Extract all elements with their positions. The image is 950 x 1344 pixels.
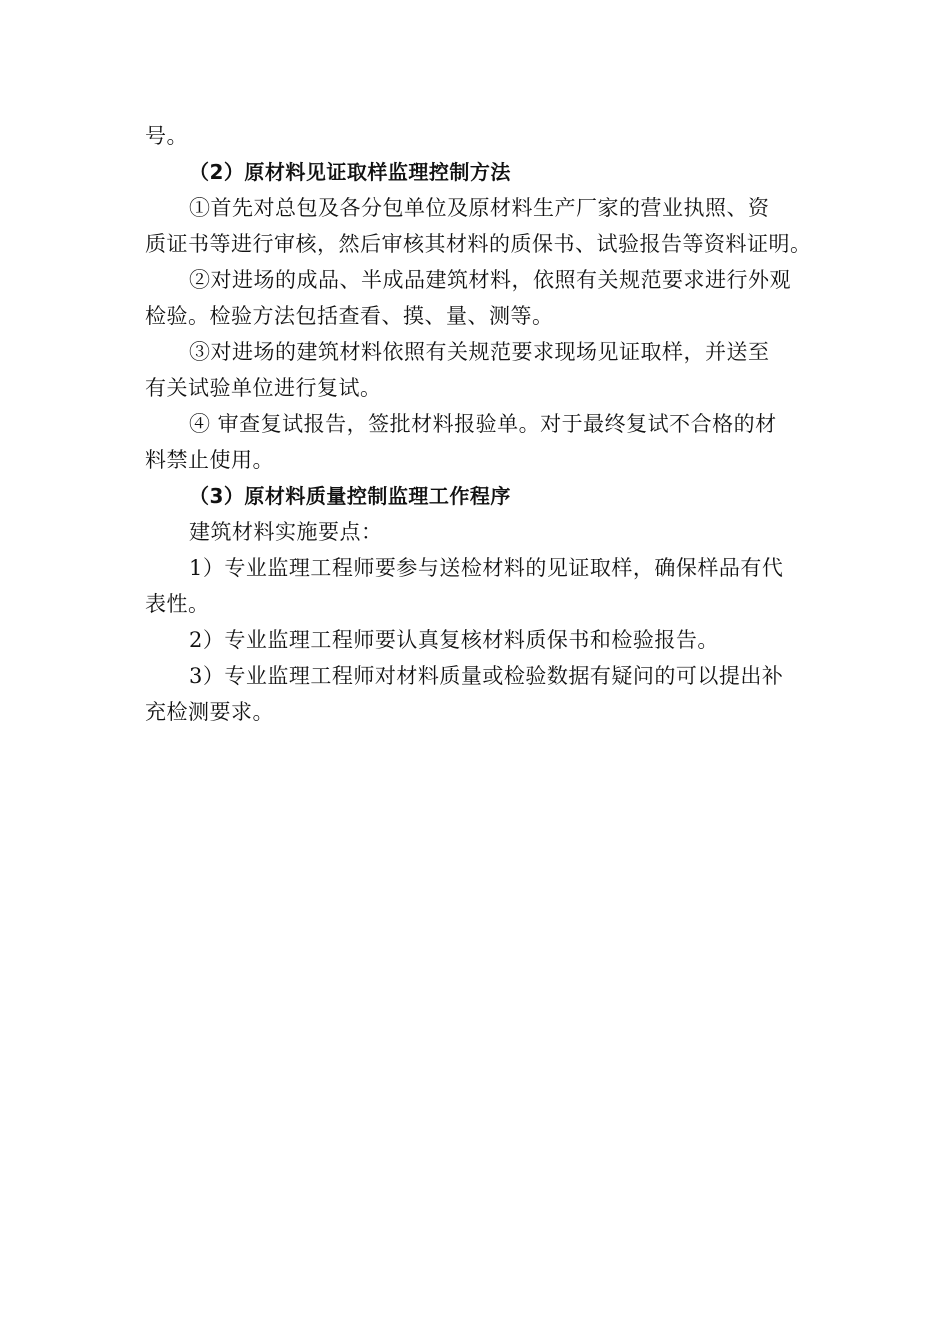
section-heading-3: （3）原材料质量控制监理工作程序 (189, 484, 511, 508)
key-point-3-line-2: 充检测要求。 (145, 700, 274, 724)
key-point-3-line-1: 3）专业监理工程师对材料质量或检验数据有疑问的可以提出补 (189, 664, 784, 688)
method-item-4-line-1: ④ 审查复试报告，签批材料报验单。对于最终复试不合格的材 (189, 412, 777, 436)
method-item-2-line-1: ②对进场的成品、半成品建筑材料，依照有关规范要求进行外观 (189, 268, 791, 292)
method-item-4-line-2: 料禁止使用。 (145, 448, 274, 472)
key-point-1-line-1: 1）专业监理工程师要参与送检材料的见证取样，确保样品有代 (189, 556, 784, 580)
method-item-3-line-2: 有关试验单位进行复试。 (145, 376, 382, 400)
key-points-intro: 建筑材料实施要点： (189, 520, 383, 544)
document-body (145, 118, 810, 730)
method-item-1-line-2: 质证书等进行审核，然后审核其材料的质保书、试验报告等资料证明。 (145, 232, 812, 256)
key-point-2-line-1: 2）专业监理工程师要认真复核材料质保书和检验报告。 (189, 628, 719, 652)
paragraph-continuation-line: 号。 (145, 124, 188, 148)
section-heading-2: （2）原材料见证取样监理控制方法 (189, 160, 511, 184)
key-point-1-line-2: 表性。 (145, 592, 210, 616)
method-item-3-line-1: ③对进场的建筑材料依照有关规范要求现场见证取样，并送至 (189, 340, 770, 364)
method-item-2-line-2: 检验。检验方法包括查看、摸、量、测等。 (145, 304, 554, 328)
method-item-1-line-1: ①首先对总包及各分包单位及原材料生产厂家的营业执照、资 (189, 196, 770, 220)
